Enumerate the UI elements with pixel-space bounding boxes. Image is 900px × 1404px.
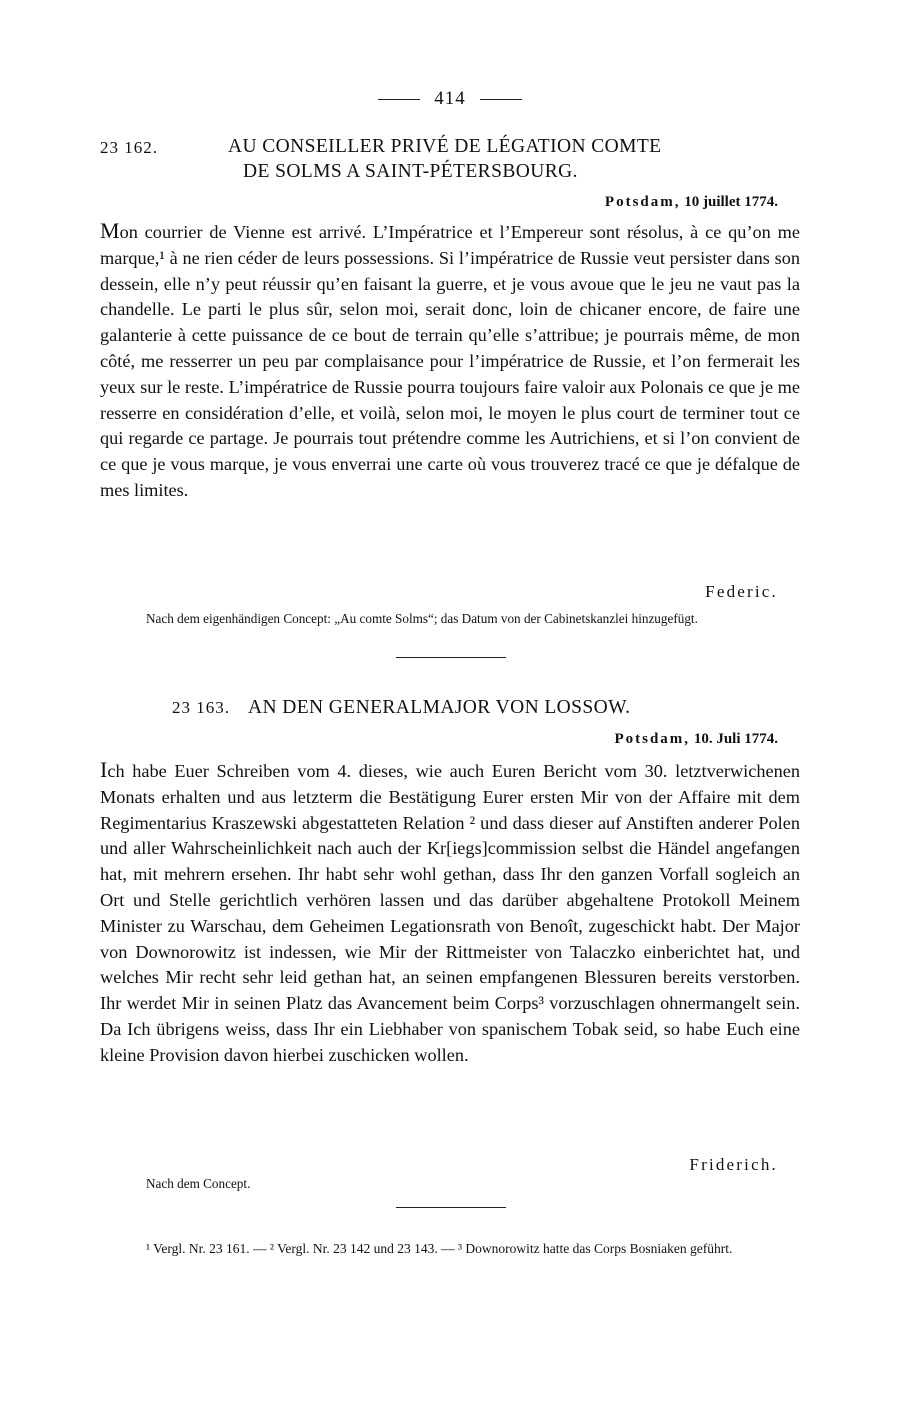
letter1-source-note: Nach dem eigenhändigen Concept: „Au comte Solms“; das Datum von der Cabinetskanzlei hinzugefügt. — [146, 611, 698, 626]
letter1-initial: M — [100, 218, 120, 243]
page-header — [100, 88, 800, 110]
letter2-source-note: Nach dem Concept. — [146, 1176, 251, 1191]
section-divider — [396, 657, 506, 658]
letter1-title-line1: AU CONSEILLER PRIVÉ DE LÉGATION COMTE — [228, 136, 662, 157]
letter2-title: AN DEN GENERALMAJOR VON LOSSOW. — [248, 697, 631, 718]
letter1-text: on courrier de Vienne est arrivé. L’Impératrice et l’Empereur sont résolus, à ce qu’on me marque,¹ à ne rien céder de leurs possessions. Si l’impératrice de Russie veut persister dans son dessein, elle n’y peut réussir qu’en faisant la guerre, et je vous avoue que le jeu ne vaut pas la chandelle. Le parti le plus sûr, selon moi, serait donc, loin de chicaner encore, de faire une galanterie à cette puissance de ce bout de terrain qu’elle s’attribue; je pourrais même, de mon côté, me resserrer un peu par complaisance pour l’impératrice de Russie, et l’on fermerait les yeux sur le reste. L’impératrice de Russie pourra toujours faire valoir aux Polonais ce que je me resserre en considération d’elle, et voilà, selon moi, le moyen le plus court de terminer tout ce qui regarde ce partage. Je pourrais tout prétendre comme les Autrichiens, et si l’on convient de ce que je vous marque, je vous enverrai une carte où vous trouverez tracé ce que je défalque de mes limites. — [100, 222, 800, 500]
letter2-body-full — [100, 757, 800, 1069]
letter2-initial: I — [100, 757, 108, 782]
folio-dash-left — [378, 99, 420, 100]
letter2-date: 10. Juli 1774. — [693, 731, 778, 747]
letter1-date: 10 juillet 1774. — [684, 194, 778, 210]
letter1-body — [100, 218, 800, 504]
letter2-number: 23 163. — [172, 698, 230, 717]
letter1-number: 23 162. — [100, 138, 158, 157]
letter1-title-line2: DE SOLMS A SAINT-PÉTERSBOURG. — [243, 161, 578, 182]
letter1-signature: Federic. — [705, 582, 778, 601]
letter2-dateline — [614, 731, 778, 748]
letter1-dateline — [605, 194, 778, 211]
page-number: 414 — [434, 88, 466, 109]
letter2-heading — [172, 697, 630, 719]
letter2-text: ch habe Euer Schreiben vom 4. dieses, wie auch Euren Bericht vom 30. letztverwichenen Monats erhalten und aus letzterm die Bestätigung Eurer ersten Mir von der Affaire mit dem Regimentarius Kraszewski abgestatteten Relation ² und dass dieser auf Anstiften anderer Polen und aller Wahrscheinlichkeit nach auch der Kr[iegs]commission selbst die Händel angefangen hat, mit mehrern ersehen. Ihr habt sehr wohl gethan, dass Ihr den ganzen Vorfall sogleich an Ort und Stelle gerichtlich verhören lassen und das darüber abgehaltene Protokoll Meinem Minister zu Warschau, dem Geheimen Legationsrath von Benoît, zugeschickt habt. Der Major von Downorowitz ist indessen, wie Mir der Rittmeister von Talaczko einberichtet hat, und welches Mir recht sehr leid gethan hat, an seinen empfangenen Blessuren bereits verstorben. Ihr werdet Mir in seinen Platz das Avancement beim Corps³ vorzuschlagen ohnermangelt sein. Da Ich übrigens weiss, dass Ihr ein Liebhaber von spanischem Tobak seid, so habe Euch eine kleine Provision davon hierbei zuschicken wollen. — [100, 761, 800, 1065]
letter2-signature: Friderich. — [689, 1155, 778, 1174]
letter2-place: Potsdam, — [614, 731, 691, 747]
folio-dash-right — [480, 99, 522, 100]
footnote-divider — [396, 1207, 506, 1208]
footnotes: ¹ Vergl. Nr. 23 161. — ² Vergl. Nr. 23 142 und 23 143. — ³ Downorowitz hatte das Corps Bosniaken geführt. — [146, 1241, 733, 1256]
letter1-place: Potsdam, — [604, 194, 681, 210]
